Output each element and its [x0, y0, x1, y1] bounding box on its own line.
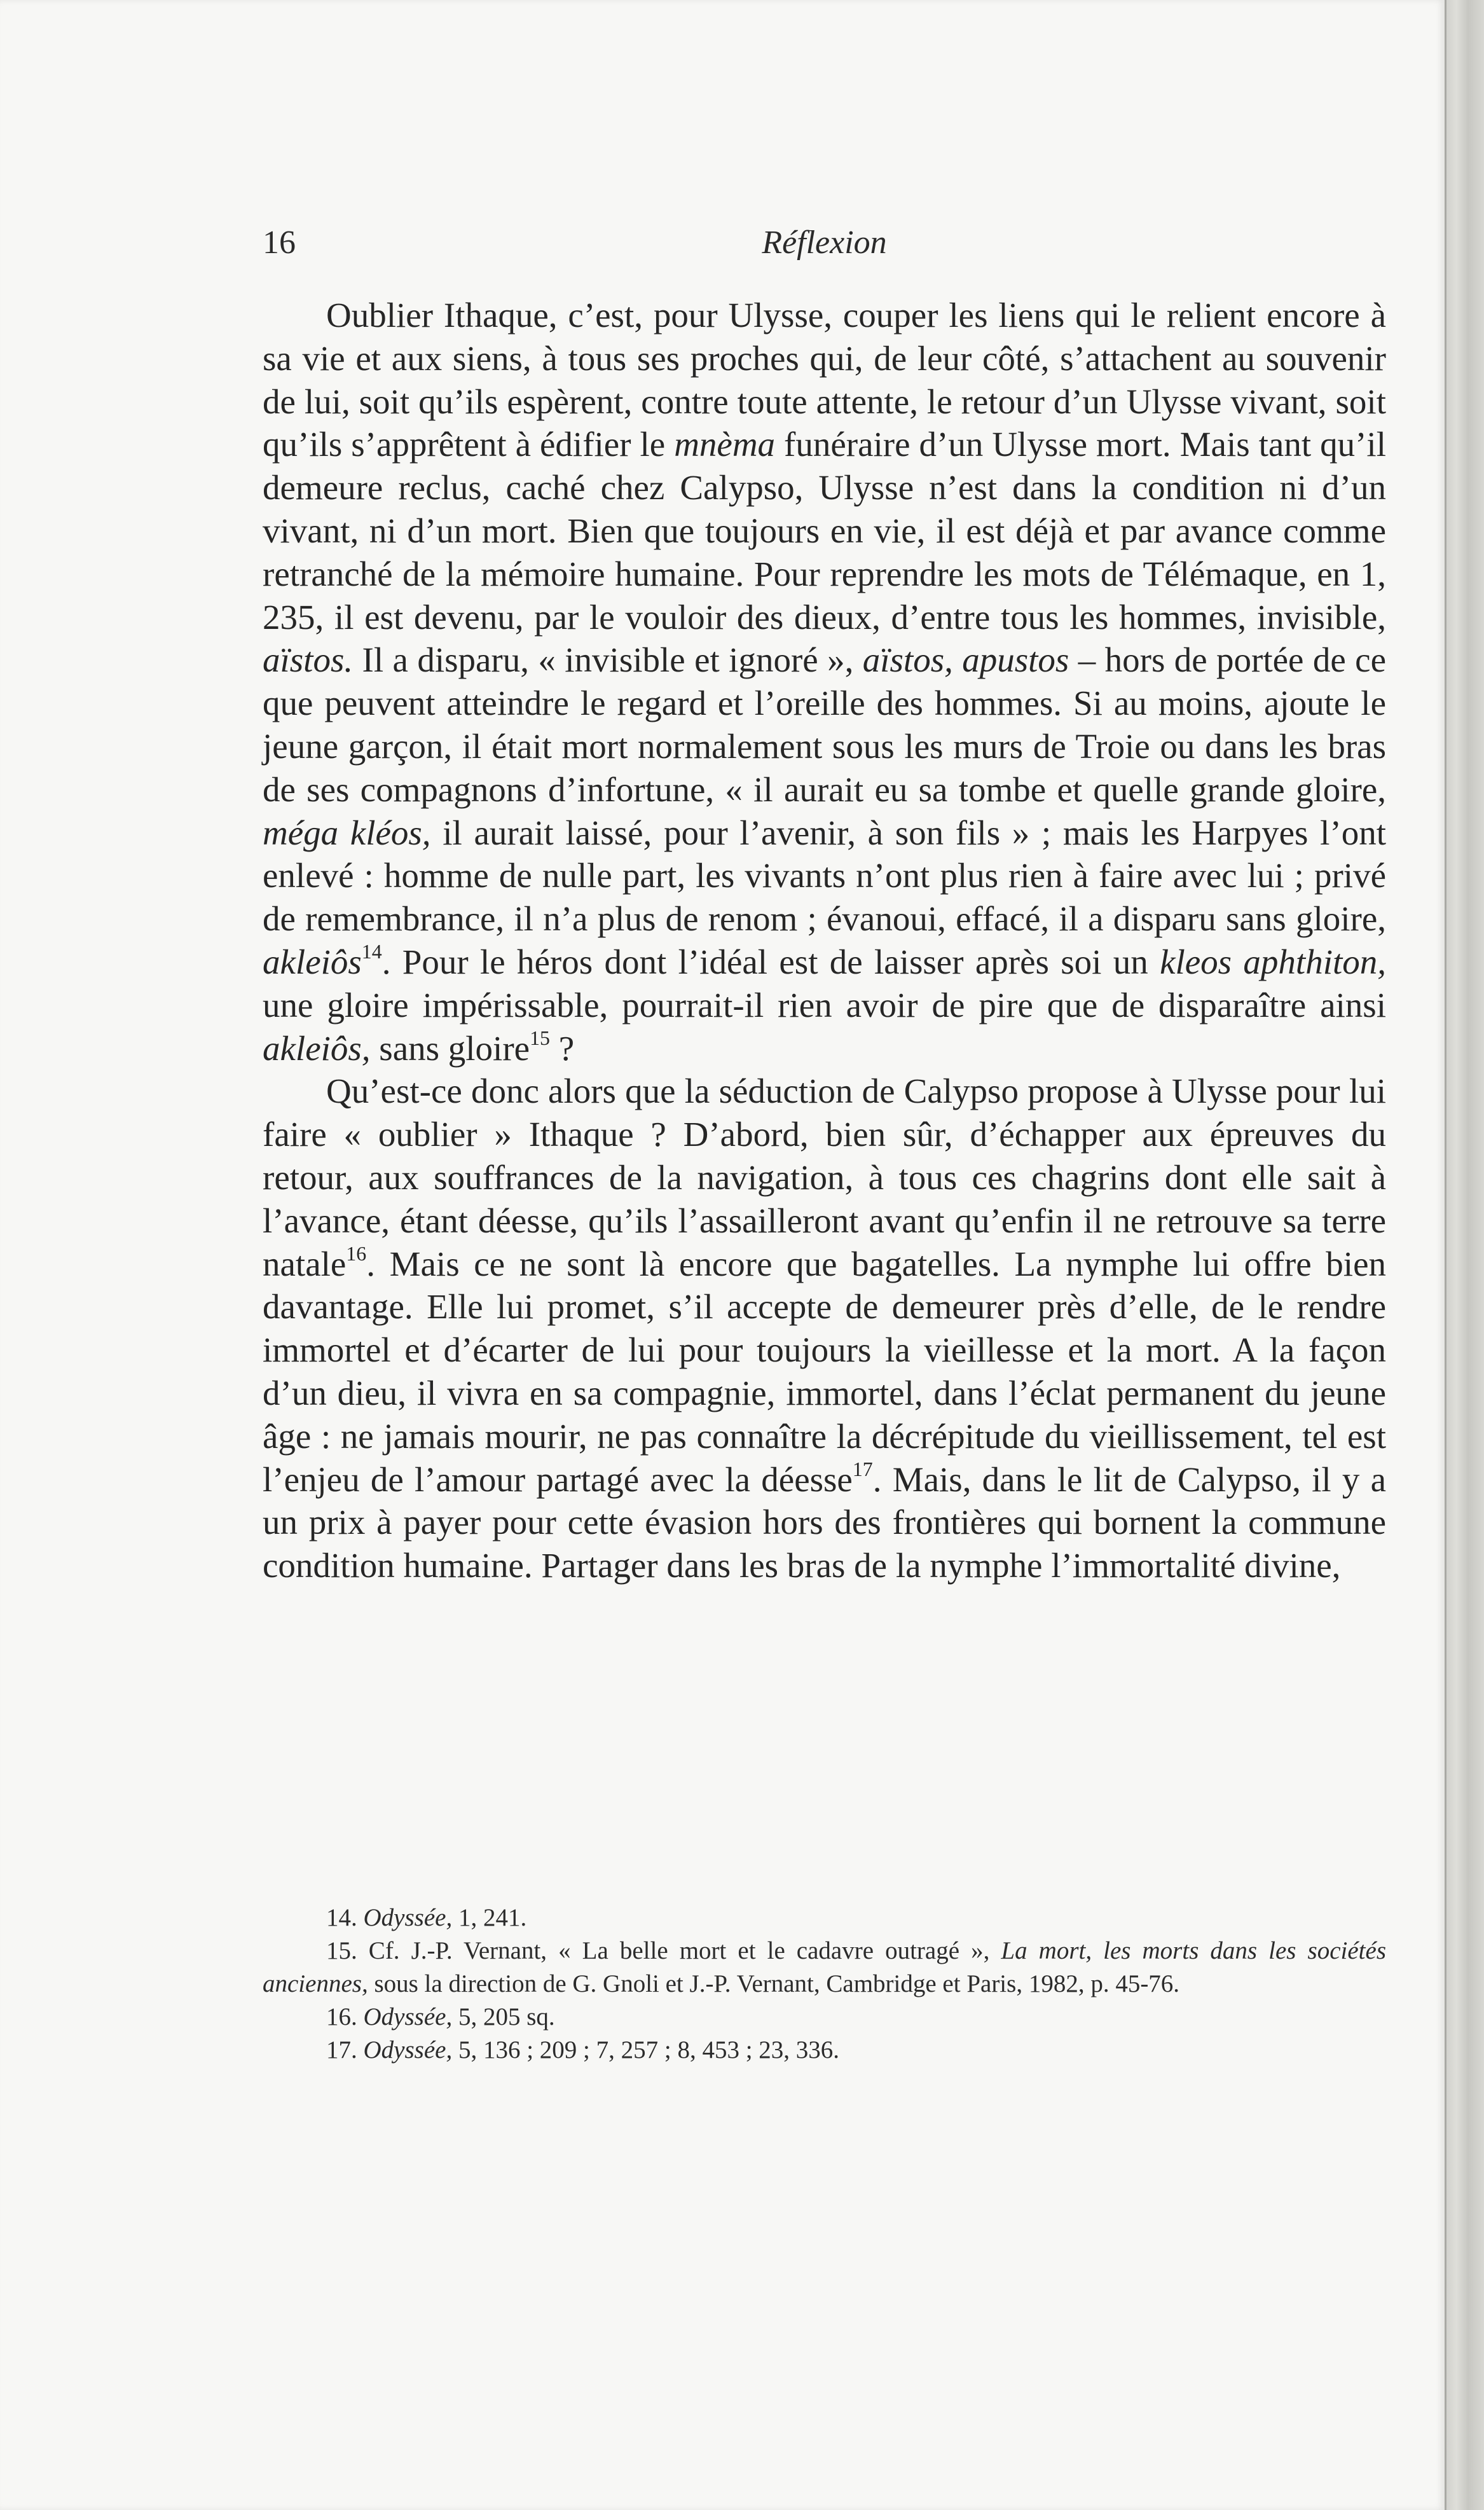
- paragraph: [263, 1070, 1386, 1587]
- italic-term: akleiôs: [263, 942, 362, 981]
- text-run: une gloire impérissable, pourrait-il rien avoir de pire que de disparaître ainsi: [263, 985, 1386, 1024]
- footnote-ref: 15: [530, 1026, 550, 1049]
- footnote-ref: 16: [346, 1242, 367, 1265]
- italic-term: Odyssée,: [363, 1904, 453, 1931]
- text-run: . Mais ce ne sont là encore que bagatelles. La nymphe lui offre bien davantage. Elle lui promet, s’il accepte de demeurer près d’elle, de le rendre immortel et d’écarter de lui pour toujours la vieillesse et la mort. A la façon d’un dieu, il vivra en sa compagnie, immortel, dans l’éclat permanent du jeune âge : ne jamais mourir, ne pas connaître la décrépitude du vieillissement, tel est l’enjeu de l’amour partagé avec la déesse: [263, 1244, 1386, 1499]
- text-run: . Mais, dans le lit de Calypso, il y a un prix à payer pour cette évasion hors des frontières qui bornent la commune condition humaine. Partager dans les bras de la nymphe l’immortalité divine,: [263, 1459, 1386, 1585]
- text-run: Oublier Ithaque, c’est, pour Ulysse, couper les liens qui le relient encore à sa vie et aux siens, à tous ses proches qui, de leur côté, s’attachent au souvenir de lui, soit qu’ils espèrent, contre toute attente, le retour d’un Ulysse vivant, soit qu’ils s’apprêtent à édifier le: [263, 296, 1386, 464]
- text-run: 5, 136 ; 209 ; 7, 257 ; 8, 453 ; 23, 336.: [452, 2036, 840, 2064]
- text-run: il aurait laissé, pour l’avenir, à son fils » ; mais les Harpyes l’ont enlevé : homme de nulle part, les vivants n’ont plus rien à faire avec lui ; privé de remembrance, il n’a plus de renom ; évanoui, effacé, il a disparu sans gloire,: [263, 813, 1386, 939]
- footnote: [263, 2001, 1386, 2034]
- page-number: 16: [263, 224, 296, 261]
- page-gutter-line: [1445, 0, 1446, 2510]
- paragraph: [263, 294, 1386, 1070]
- italic-term: kleos aphthiton,: [1160, 942, 1387, 981]
- text-run: Il a disparu, « invisible et ignoré »,: [353, 640, 863, 680]
- text-run: funéraire d’un Ulysse mort. Mais tant qu’il demeure reclus, caché chez Calypso, Ulysse n’est dans la condition ni d’un vivant, ni d’un mort. Bien que toujours en vie, il est déjà et par avance comme retranché de la mémoire humaine. Pour reprendre les mots de Télémaque, en 1, 235, il est devenu, par le vouloir des dieux, d’entre tous les hommes, invisible,: [263, 425, 1386, 637]
- text-run: 17.: [326, 2036, 364, 2064]
- text-run: Qu’est-ce donc alors que la séduction de Calypso propose à Ulysse pour lui faire « oublier » Ithaque ? D’abord, bien sûr, d’échapper aux épreuves du retour, aux souffrances de la navigation, à tous ces chagrins dont elle sait à l’avance, étant déesse, qu’ils l’assailleront avant qu’enfin il ne retrouve sa terre natale: [263, 1072, 1386, 1283]
- italic-term: méga kléos,: [263, 813, 431, 852]
- body-text: [263, 294, 1386, 1587]
- page-edge: [1445, 0, 1484, 2510]
- text-run: ?: [549, 1028, 575, 1068]
- text-run: 1, 241.: [452, 1904, 527, 1931]
- italic-term: Odyssée,: [363, 2036, 453, 2064]
- text-run: 5, 205 sq.: [452, 2003, 555, 2031]
- text-run: sans gloire: [370, 1028, 530, 1068]
- text-run: . Pour le héros dont l’idéal est de laisser après soi un: [381, 942, 1160, 981]
- italic-term: aïstos, apustos: [862, 640, 1069, 680]
- footnote: [263, 1901, 1386, 1934]
- running-head: [263, 224, 1386, 275]
- footnotes: [263, 1901, 1386, 2067]
- footnote-ref: 14: [361, 941, 382, 963]
- text-run: – hors de portée de ce que peuvent atteindre le regard et l’oreille des hommes. Si au moins, ajoute le jeune garçon, il était mort normalement sous les murs de Troie ou dans les bras de ses compagnons d’infortune, « il aurait eu sa tombe et quelle grande gloire,: [263, 640, 1386, 809]
- italic-term: mnèma: [674, 425, 776, 464]
- italic-term: La mort, les morts dans les sociétés anciennes,: [263, 1937, 1387, 1997]
- footnote: [263, 1934, 1386, 2001]
- footnote-ref: 17: [852, 1458, 873, 1480]
- text-run: 16.: [326, 2003, 364, 2031]
- text-run: 15. Cf. J.-P. Vernant, « La belle mort et le cadavre outragé »,: [326, 1937, 1001, 1964]
- italic-term: Odyssée,: [363, 2003, 453, 2031]
- footnote: [263, 2034, 1386, 2067]
- italic-term: aïstos.: [263, 640, 354, 680]
- section-title: Réflexion: [762, 224, 887, 261]
- italic-term: akleiôs,: [263, 1028, 371, 1068]
- text-run: 14.: [326, 1904, 364, 1931]
- text-run: sous la direction de G. Gnoli et J.-P. Vernant, Cambridge et Paris, 1982, p. 45-76.: [368, 1970, 1180, 1997]
